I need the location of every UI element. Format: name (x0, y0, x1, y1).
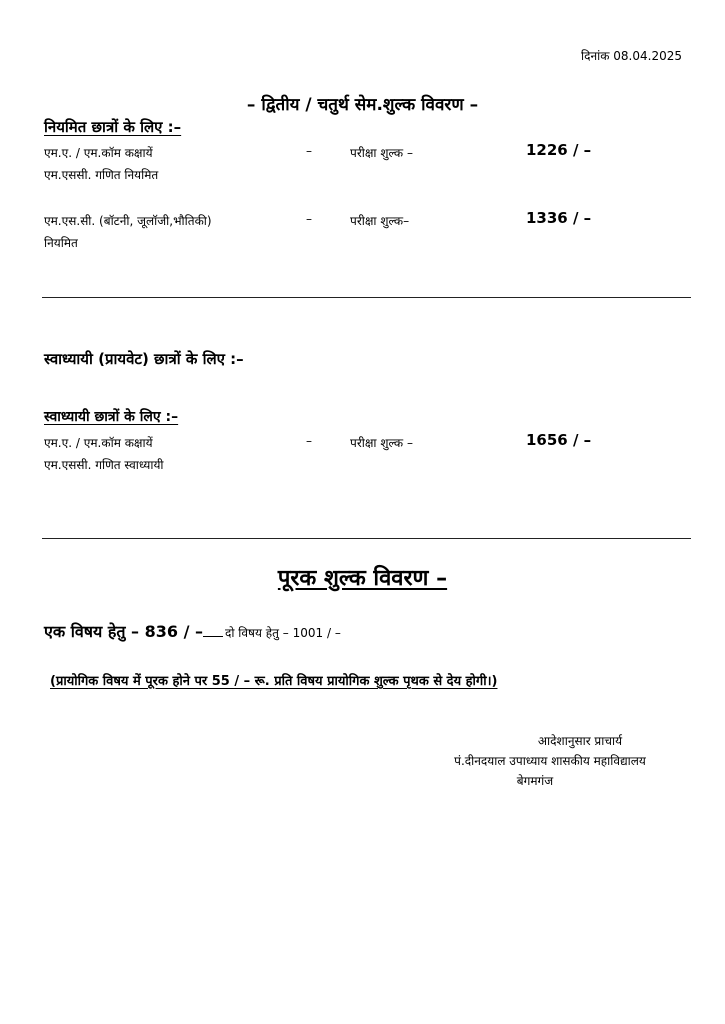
single-subject-fee: एक विषय हेतु – 836 / – (44, 622, 203, 641)
fee-details-title: – द्वितीय / चतुर्थ सेम.शुल्क विवरण – (246, 95, 479, 115)
private-row-dash: – (306, 434, 312, 448)
regular-row-2-fee-label: परीक्षा शुल्क– (350, 214, 410, 228)
private-students-heading: स्वाध्यायी (प्रायवेट) छात्रों के लिए :– (44, 350, 244, 368)
regular-row-2-amount: 1336 / – (526, 209, 592, 227)
supplementary-title-wrap (0, 562, 725, 592)
regular-row-2-class-line2: नियमित (44, 236, 78, 250)
section-divider-2 (42, 538, 691, 539)
document-date: दिनांक 08.04.2025 (581, 49, 682, 63)
signature-line-3: बेगमगंज (516, 774, 554, 788)
regular-row-1-amount: 1226 / – (526, 141, 592, 159)
double-subject-fee: दो विषय हेतु – 1001 / – (224, 626, 341, 640)
regular-row-2-dash: – (306, 212, 312, 226)
subject-fees-line (44, 620, 341, 642)
signature-line-2: पं.दीनदयाल उपाध्याय शासकीय महाविद्यालय (454, 754, 646, 768)
regular-row-1-class: एम.ए. / एम.कॉम कक्षायें (44, 146, 153, 160)
regular-row-1-fee-label: परीक्षा शुल्क – (350, 146, 413, 160)
private-row-class: एम.ए. / एम.कॉम कक्षायें (44, 436, 153, 450)
underline-blank (203, 622, 223, 637)
private-row-class-line2: एम.एससी. गणित स्वाध्यायी (44, 458, 164, 472)
section-divider (42, 297, 691, 298)
private-row-fee-label: परीक्षा शुल्क – (350, 436, 413, 450)
private-row-amount: 1656 / – (526, 431, 592, 449)
private-students-subheading: स्वाध्यायी छात्रों के लिए :– (44, 409, 179, 425)
regular-row-1-class-line2: एम.एससी. गणित नियमित (44, 168, 159, 182)
signature-line-1: आदेशानुसार प्राचार्य (537, 734, 623, 748)
regular-row-1-dash: – (306, 144, 312, 158)
regular-row-2-class: एम.एस.सी. (बॉटनी, जूलॉजी,भौतिकी) (44, 214, 212, 228)
practical-fee-note: (प्रायोगिक विषय में पूरक होने पर 55 / – रू. प्रति विषय प्रायोगिक शुल्क पृथक से देय होगी।) (50, 674, 498, 689)
supplementary-fee-title: पूरक शुल्क विवरण – (277, 566, 448, 591)
regular-students-heading: नियमित छात्रों के लिए :– (44, 118, 182, 136)
